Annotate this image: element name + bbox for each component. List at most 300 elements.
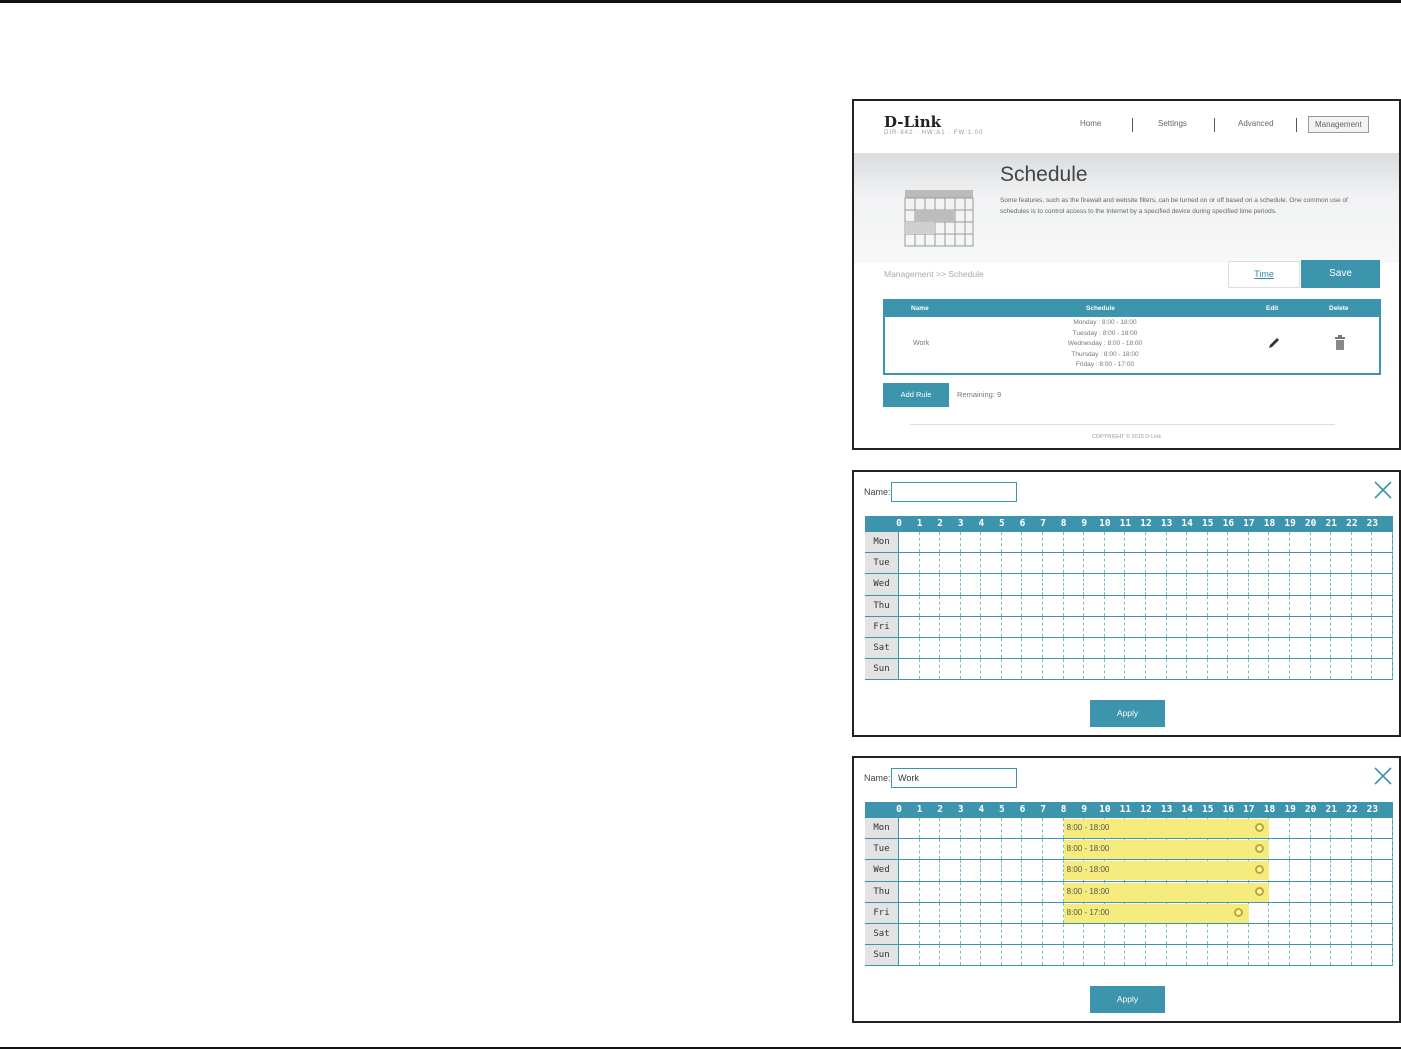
time-slot[interactable]: 8:00 - 18:00 [1064,883,1270,902]
hour-cell[interactable] [1372,818,1393,838]
hour-cell[interactable] [961,882,982,902]
hour-cell[interactable] [1187,574,1208,594]
hour-cell[interactable] [1290,882,1311,902]
hour-cell[interactable] [1125,945,1146,965]
hour-cell[interactable] [1249,659,1270,679]
hour-cell[interactable] [940,903,961,923]
hour-cell[interactable] [1270,659,1291,679]
hour-cell[interactable] [1043,924,1064,944]
hour-cell[interactable] [1208,532,1229,552]
hour-cell[interactable] [1270,839,1291,859]
hour-cell[interactable] [961,839,982,859]
hour-cell[interactable] [920,574,941,594]
hour-cell[interactable] [1290,638,1311,658]
hour-cell[interactable] [1084,924,1105,944]
hour-cell[interactable] [1249,924,1270,944]
hour-cell[interactable] [1105,553,1126,573]
hour-cell[interactable] [1187,532,1208,552]
time-slot[interactable]: 8:00 - 17:00 [1064,904,1249,923]
hour-cell[interactable] [981,903,1002,923]
hour-cell[interactable] [1002,903,1023,923]
hour-cell[interactable] [1352,839,1373,859]
hour-cell[interactable] [1228,532,1249,552]
hour-cell[interactable] [1002,860,1023,880]
hour-cell[interactable] [1372,638,1393,658]
trash-icon[interactable] [1334,335,1346,351]
hour-cell[interactable] [1023,839,1044,859]
hour-cell[interactable] [981,924,1002,944]
hour-cell[interactable] [1372,924,1393,944]
hour-cell[interactable] [1043,659,1064,679]
hour-cell[interactable] [1125,596,1146,616]
hour-cell[interactable] [1167,659,1188,679]
hour-cell[interactable] [899,553,920,573]
hour-cell[interactable] [1146,553,1167,573]
hour-cell[interactable] [1270,882,1291,902]
hour-cell[interactable] [1084,532,1105,552]
hour-cell[interactable] [1249,638,1270,658]
hour-cell[interactable] [1331,924,1352,944]
hour-cell[interactable] [899,532,920,552]
hour-cell[interactable] [1064,553,1085,573]
hour-cell[interactable] [1125,924,1146,944]
hour-cell[interactable] [1290,532,1311,552]
slot-resize-handle[interactable] [1255,887,1264,896]
hour-cell[interactable] [1311,882,1332,902]
hour-cell[interactable] [920,882,941,902]
hour-cell[interactable] [1105,638,1126,658]
hour-cell[interactable] [1270,553,1291,573]
hour-cell[interactable] [1043,638,1064,658]
hour-cell[interactable] [1228,638,1249,658]
hour-cell[interactable] [1002,617,1023,637]
hour-cell[interactable] [1002,818,1023,838]
hour-cell[interactable] [1372,882,1393,902]
hour-cell[interactable] [1187,659,1208,679]
hour-cell[interactable] [920,903,941,923]
hour-cell[interactable] [1023,924,1044,944]
hour-cell[interactable] [1290,617,1311,637]
hour-cell[interactable] [1167,596,1188,616]
hour-cell[interactable] [1290,839,1311,859]
hour-cell[interactable] [1372,553,1393,573]
name-input[interactable] [891,482,1017,502]
hour-cell[interactable] [961,860,982,880]
hour-cell[interactable] [1372,839,1393,859]
hour-cell[interactable] [1043,945,1064,965]
hour-cell[interactable] [1167,553,1188,573]
hour-cell[interactable] [1290,860,1311,880]
hour-cell[interactable] [1043,574,1064,594]
hour-cell[interactable] [1043,617,1064,637]
hour-cell[interactable] [1002,638,1023,658]
hour-cell[interactable] [1311,638,1332,658]
hour-cell[interactable] [1249,617,1270,637]
hour-cell[interactable] [1064,617,1085,637]
hour-cell[interactable] [1064,596,1085,616]
hour-cell[interactable] [1208,617,1229,637]
hour-cell[interactable] [899,596,920,616]
hour-cell[interactable] [1352,924,1373,944]
hour-cell[interactable] [1146,617,1167,637]
hour-cell[interactable] [1352,596,1373,616]
hour-cell[interactable] [1352,659,1373,679]
hour-cell[interactable] [1146,532,1167,552]
hour-cell[interactable] [899,574,920,594]
hour-cell[interactable] [940,924,961,944]
hour-cell[interactable] [1331,659,1352,679]
hour-cell[interactable] [1125,574,1146,594]
hour-cell[interactable] [920,924,941,944]
hour-cell[interactable] [1331,945,1352,965]
hour-cell[interactable] [1311,945,1332,965]
hour-cell[interactable] [920,553,941,573]
hour-cell[interactable] [1372,617,1393,637]
hour-cell[interactable] [940,617,961,637]
hour-cell[interactable] [1187,638,1208,658]
hour-cell[interactable] [1270,617,1291,637]
hour-cell[interactable] [1311,924,1332,944]
hour-cell[interactable] [1311,659,1332,679]
hour-cell[interactable] [1167,574,1188,594]
hour-cell[interactable] [1290,553,1311,573]
hour-cell[interactable] [1002,553,1023,573]
hour-cell[interactable] [920,860,941,880]
hour-cell[interactable] [1270,596,1291,616]
hour-cell[interactable] [1043,903,1064,923]
hour-cell[interactable] [1331,617,1352,637]
hour-cell[interactable] [1208,638,1229,658]
hour-cell[interactable] [1023,532,1044,552]
hour-cell[interactable] [1002,532,1023,552]
hour-cell[interactable] [1290,574,1311,594]
hour-cell[interactable] [899,818,920,838]
hour-cell[interactable] [981,882,1002,902]
hour-cell[interactable] [1043,860,1064,880]
hour-cell[interactable] [1023,596,1044,616]
hour-cell[interactable] [1146,924,1167,944]
hour-cell[interactable] [1023,903,1044,923]
hour-cell[interactable] [1352,882,1373,902]
hour-cell[interactable] [1125,532,1146,552]
hour-cell[interactable] [1105,596,1126,616]
hour-cell[interactable] [1331,596,1352,616]
hour-cell[interactable] [1290,818,1311,838]
hour-cell[interactable] [1002,659,1023,679]
hour-cell[interactable] [1187,553,1208,573]
hour-cell[interactable] [1002,596,1023,616]
hour-cell[interactable] [1372,860,1393,880]
hour-cell[interactable] [1311,553,1332,573]
hour-cell[interactable] [1002,839,1023,859]
hour-cell[interactable] [1311,574,1332,594]
hour-cell[interactable] [1228,617,1249,637]
hour-cell[interactable] [920,532,941,552]
close-icon[interactable] [1373,766,1393,786]
hour-cell[interactable] [899,659,920,679]
time-slot[interactable]: 8:00 - 18:00 [1064,840,1270,859]
hour-cell[interactable] [1064,574,1085,594]
hour-cell[interactable] [1249,574,1270,594]
hour-cell[interactable] [1146,945,1167,965]
hour-cell[interactable] [1249,945,1270,965]
hour-cell[interactable] [940,574,961,594]
hour-cell[interactable] [940,945,961,965]
hour-cell[interactable] [1002,924,1023,944]
hour-cell[interactable] [1187,617,1208,637]
hour-cell[interactable] [1208,945,1229,965]
hour-cell[interactable] [1228,945,1249,965]
nav-management[interactable]: Management [1308,116,1369,133]
hour-cell[interactable] [961,903,982,923]
hour-cell[interactable] [940,638,961,658]
hour-cell[interactable] [981,659,1002,679]
hour-cell[interactable] [1125,553,1146,573]
hour-cell[interactable] [1064,924,1085,944]
nav-home[interactable]: Home [1080,119,1102,128]
hour-cell[interactable] [1084,596,1105,616]
hour-cell[interactable] [1228,659,1249,679]
hour-cell[interactable] [1249,532,1270,552]
hour-cell[interactable] [1228,574,1249,594]
hour-cell[interactable] [981,945,1002,965]
hour-cell[interactable] [1311,818,1332,838]
hour-cell[interactable] [1228,553,1249,573]
hour-cell[interactable] [1105,617,1126,637]
hour-cell[interactable] [1105,659,1126,679]
hour-cell[interactable] [1064,659,1085,679]
hour-cell[interactable] [1249,596,1270,616]
hour-cell[interactable] [940,553,961,573]
hour-cell[interactable] [920,818,941,838]
hour-cell[interactable] [1023,574,1044,594]
hour-cell[interactable] [1311,839,1332,859]
hour-cell[interactable] [1311,532,1332,552]
hour-cell[interactable] [920,638,941,658]
hour-cell[interactable] [981,839,1002,859]
hour-cell[interactable] [1167,924,1188,944]
hour-cell[interactable] [1187,924,1208,944]
hour-cell[interactable] [1352,818,1373,838]
hour-cell[interactable] [1208,659,1229,679]
hour-cell[interactable] [1352,860,1373,880]
hour-cell[interactable] [1002,882,1023,902]
hour-cell[interactable] [899,860,920,880]
hour-cell[interactable] [1187,945,1208,965]
hour-cell[interactable] [961,532,982,552]
hour-cell[interactable] [1331,882,1352,902]
hour-cell[interactable] [1249,903,1270,923]
hour-cell[interactable] [1352,945,1373,965]
slot-resize-handle[interactable] [1255,844,1264,853]
hour-cell[interactable] [961,659,982,679]
hour-cell[interactable] [1311,903,1332,923]
hour-cell[interactable] [1043,818,1064,838]
hour-cell[interactable] [899,903,920,923]
hour-cell[interactable] [1372,532,1393,552]
hour-cell[interactable] [1208,553,1229,573]
hour-cell[interactable] [1105,924,1126,944]
hour-cell[interactable] [1146,638,1167,658]
hour-cell[interactable] [940,659,961,679]
hour-cell[interactable] [1290,659,1311,679]
hour-cell[interactable] [1167,532,1188,552]
hour-cell[interactable] [1331,553,1352,573]
hour-cell[interactable] [1023,882,1044,902]
hour-cell[interactable] [1270,945,1291,965]
hour-cell[interactable] [1084,945,1105,965]
hour-cell[interactable] [1043,553,1064,573]
hour-cell[interactable] [1023,945,1044,965]
hour-cell[interactable] [1311,860,1332,880]
hour-cell[interactable] [1084,617,1105,637]
hour-cell[interactable] [1023,860,1044,880]
hour-cell[interactable] [1249,553,1270,573]
hour-cell[interactable] [1331,818,1352,838]
hour-cell[interactable] [1167,617,1188,637]
hour-cell[interactable] [1187,596,1208,616]
hour-cell[interactable] [1290,945,1311,965]
apply-button[interactable]: Apply [1090,700,1165,727]
hour-cell[interactable] [1084,638,1105,658]
hour-cell[interactable] [961,945,982,965]
hour-cell[interactable] [1228,924,1249,944]
hour-cell[interactable] [1311,617,1332,637]
hour-cell[interactable] [940,596,961,616]
hour-cell[interactable] [1023,659,1044,679]
time-slot[interactable]: 8:00 - 18:00 [1064,819,1270,838]
hour-cell[interactable] [961,617,982,637]
add-rule-button[interactable]: Add Rule [883,383,949,407]
hour-cell[interactable] [1331,532,1352,552]
hour-cell[interactable] [1064,532,1085,552]
hour-cell[interactable] [1043,596,1064,616]
hour-cell[interactable] [1146,574,1167,594]
hour-cell[interactable] [1125,617,1146,637]
name-input[interactable]: Work [891,768,1017,788]
hour-cell[interactable] [1023,638,1044,658]
hour-cell[interactable] [1002,574,1023,594]
hour-cell[interactable] [940,818,961,838]
hour-cell[interactable] [1290,924,1311,944]
nav-settings[interactable]: Settings [1158,119,1187,128]
hour-cell[interactable] [920,839,941,859]
hour-cell[interactable] [961,553,982,573]
hour-cell[interactable] [1270,924,1291,944]
time-link[interactable]: Time [1228,261,1300,288]
hour-cell[interactable] [1352,903,1373,923]
hour-cell[interactable] [1043,882,1064,902]
hour-cell[interactable] [920,617,941,637]
hour-cell[interactable] [1023,818,1044,838]
hour-cell[interactable] [1043,839,1064,859]
hour-cell[interactable] [1331,903,1352,923]
hour-cell[interactable] [1270,818,1291,838]
hour-cell[interactable] [1331,638,1352,658]
time-slot[interactable]: 8:00 - 18:00 [1064,861,1270,880]
hour-cell[interactable] [1331,839,1352,859]
hour-cell[interactable] [981,596,1002,616]
hour-cell[interactable] [981,818,1002,838]
close-icon[interactable] [1373,480,1393,500]
hour-cell[interactable] [1084,659,1105,679]
hour-cell[interactable] [1023,553,1044,573]
hour-cell[interactable] [1372,945,1393,965]
hour-cell[interactable] [920,945,941,965]
hour-cell[interactable] [1167,945,1188,965]
hour-cell[interactable] [1208,574,1229,594]
hour-cell[interactable] [1352,532,1373,552]
hour-cell[interactable] [899,924,920,944]
hour-cell[interactable] [1372,596,1393,616]
hour-cell[interactable] [899,839,920,859]
hour-cell[interactable] [1146,659,1167,679]
hour-cell[interactable] [899,638,920,658]
slot-resize-handle[interactable] [1255,823,1264,832]
hour-cell[interactable] [1208,924,1229,944]
hour-cell[interactable] [1352,553,1373,573]
hour-cell[interactable] [1331,860,1352,880]
hour-cell[interactable] [1146,596,1167,616]
hour-cell[interactable] [940,860,961,880]
hour-cell[interactable] [1208,596,1229,616]
hour-cell[interactable] [1270,860,1291,880]
hour-cell[interactable] [1331,574,1352,594]
hour-cell[interactable] [981,617,1002,637]
slot-resize-handle[interactable] [1234,908,1243,917]
hour-cell[interactable] [1064,945,1085,965]
nav-advanced[interactable]: Advanced [1238,119,1274,128]
hour-cell[interactable] [1372,903,1393,923]
hour-cell[interactable] [1167,638,1188,658]
hour-cell[interactable] [1125,659,1146,679]
hour-cell[interactable] [981,860,1002,880]
hour-cell[interactable] [961,924,982,944]
save-button[interactable]: Save [1301,260,1380,288]
hour-cell[interactable] [1270,903,1291,923]
hour-cell[interactable] [1064,638,1085,658]
hour-cell[interactable] [961,574,982,594]
hour-cell[interactable] [1270,574,1291,594]
hour-cell[interactable] [940,532,961,552]
hour-cell[interactable] [1372,574,1393,594]
hour-cell[interactable] [1352,638,1373,658]
hour-cell[interactable] [981,553,1002,573]
hour-cell[interactable] [920,659,941,679]
hour-cell[interactable] [1311,596,1332,616]
hour-cell[interactable] [1290,903,1311,923]
hour-cell[interactable] [1352,574,1373,594]
hour-cell[interactable] [899,882,920,902]
hour-cell[interactable] [1290,596,1311,616]
apply-button[interactable]: Apply [1090,986,1165,1013]
hour-cell[interactable] [981,638,1002,658]
hour-cell[interactable] [1084,553,1105,573]
hour-cell[interactable] [940,839,961,859]
edit-pencil-icon[interactable] [1267,336,1281,350]
hour-cell[interactable] [1105,532,1126,552]
hour-cell[interactable] [981,574,1002,594]
hour-cell[interactable] [1105,945,1126,965]
hour-cell[interactable] [961,596,982,616]
hour-cell[interactable] [961,638,982,658]
hour-cell[interactable] [920,596,941,616]
hour-cell[interactable] [1002,945,1023,965]
hour-cell[interactable] [1125,638,1146,658]
hour-cell[interactable] [1270,638,1291,658]
hour-cell[interactable] [981,532,1002,552]
hour-cell[interactable] [1270,532,1291,552]
